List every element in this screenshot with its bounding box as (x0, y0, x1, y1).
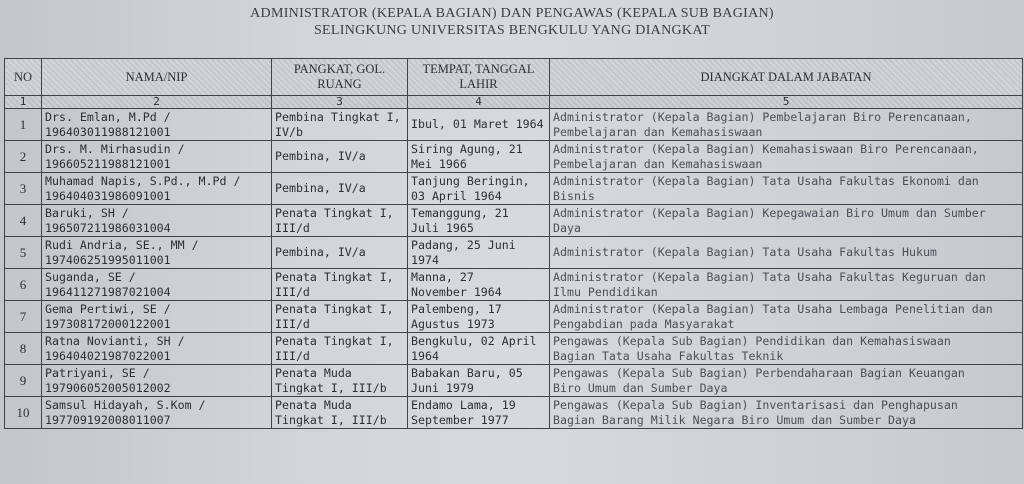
rank-cell (272, 269, 408, 301)
row-number (5, 301, 42, 333)
name-nip-cell (42, 237, 272, 269)
birth-cell-ttl2: Agustus 1973 (411, 316, 495, 331)
birth-cell (408, 365, 550, 397)
position-cell-jab1: Administrator (Kepala Bagian) Tata Usaha Fakultas Hukum (553, 245, 937, 259)
row-number-no: 1 (19, 117, 27, 132)
name-nip-cell-nip: 196403011988121001 (45, 124, 171, 139)
row-number-no: 10 (16, 405, 30, 420)
birth-cell-ttl1: Manna, 27 (411, 269, 474, 284)
name-nip-cell (42, 397, 272, 429)
name-nip-cell-name: Ratna Novianti, SH / (45, 333, 185, 348)
position-cell (550, 141, 1023, 173)
row-number-no: 8 (19, 341, 27, 356)
rank-cell-pangkat1: Pembina Tingkat I, (275, 109, 401, 124)
rank-cell-pangkat1: Penata Tingkat I, (275, 333, 394, 348)
row-number (5, 365, 42, 397)
row-number-no: 7 (19, 309, 27, 324)
birth-cell-ttl1: Babakan Baru, 05 (411, 365, 523, 380)
birth-cell-ttl1: Palembeng, 17 (411, 301, 502, 316)
column-number-row (5, 96, 1023, 109)
position-cell (550, 333, 1023, 365)
header-jabatan: DIANGKAT DALAM JABATAN (550, 59, 1023, 96)
table-row (5, 397, 1023, 429)
row-number-no: 5 (19, 245, 27, 260)
table-row (5, 141, 1023, 173)
birth-cell-ttl1: Siring Agung, 21 (411, 141, 523, 156)
name-nip-cell-nip: 196404021987022001 (45, 348, 171, 363)
name-nip-cell (42, 109, 272, 141)
row-number-no: 3 (19, 181, 27, 196)
name-nip-cell (42, 269, 272, 301)
birth-cell-ttl1: Endamo Lama, 19 (411, 397, 516, 412)
rank-cell (272, 205, 408, 237)
birth-cell-ttl2: 1974 (411, 252, 439, 267)
header-nama-nip: NAMA/NIP (42, 59, 272, 96)
position-cell (550, 237, 1023, 269)
name-nip-cell-nip: 196411271987021004 (45, 284, 171, 299)
table-header-row (5, 59, 1023, 96)
header-tempat-tanggal-lahir: TEMPAT, TANGGAL LAHIR (408, 59, 550, 96)
row-number (5, 173, 42, 205)
column-number: 3 (272, 96, 408, 109)
rank-cell (272, 237, 408, 269)
name-nip-cell-nip: 197406251995011001 (45, 252, 171, 267)
position-cell-jab2: Bagian Tata Usaha Fakultas Teknik (553, 348, 784, 363)
birth-cell-ttl2: Mei 1966 (411, 156, 467, 171)
table-row (5, 173, 1023, 205)
name-nip-cell-name: Baruki, SH / (45, 205, 129, 220)
position-cell-jab1: Pengawas (Kepala Sub Bagian) Pendidikan dan Kemahasiswaan (553, 333, 951, 348)
row-number (5, 333, 42, 365)
document-title-line-2: SELINGKUNG UNIVERSITAS BENGKULU YANG DIANGKAT (313, 23, 711, 38)
birth-cell (408, 141, 550, 173)
position-cell-jab1: Administrator (Kepala Bagian) Kepegawaian Biro Umum dan Sumber (553, 205, 986, 220)
birth-cell (408, 301, 550, 333)
position-cell-jab2: Bisnis (553, 188, 595, 203)
position-cell-jab1: Administrator (Kepala Bagian) Tata Usaha Lembaga Penelitian dan (553, 301, 993, 316)
rank-cell (272, 141, 408, 173)
table-row (5, 365, 1023, 397)
rank-cell-pangkat2: III/d (275, 220, 310, 235)
rank-cell-pangkat2: Tingkat I, III/b (275, 412, 387, 427)
name-nip-cell-name: Suganda, SE / (45, 269, 136, 284)
officials-table (4, 58, 1023, 429)
name-nip-cell-nip: 197709192008011007 (45, 412, 171, 427)
position-cell (550, 109, 1023, 141)
column-number: 4 (408, 96, 550, 109)
rank-cell-pangkat1: Penata Muda (275, 397, 352, 412)
name-nip-cell-name: Patriyani, SE / (45, 365, 150, 380)
position-cell-jab2: Bagian Barang Milik Negara Biro Umum dan Sumber Daya (553, 412, 916, 427)
birth-cell-ttl1: Bengkulu, 02 April (411, 333, 537, 348)
birth-cell-ttl2: 03 April 1964 (411, 188, 502, 203)
rank-cell-pangkat1: Penata Tingkat I, (275, 269, 394, 284)
position-cell-jab2: Daya (553, 220, 581, 235)
rank-cell (272, 173, 408, 205)
position-cell (550, 269, 1023, 301)
birth-cell-ttl2: Juni 1979 (411, 380, 474, 395)
position-cell-jab1: Administrator (Kepala Bagian) Kemahasiswaan Biro Perencanaan, (553, 141, 979, 156)
rank-cell (272, 109, 408, 141)
table-row (5, 205, 1023, 237)
birth-cell-ttl2: 1964 (411, 348, 439, 363)
name-nip-cell (42, 333, 272, 365)
birth-cell (408, 205, 550, 237)
row-number-no: 6 (19, 277, 27, 292)
position-cell-jab2: Ilmu Pendidikan (553, 284, 658, 299)
name-nip-cell-name: Muhamad Napis, S.Pd., M.Pd / (45, 173, 241, 188)
position-cell (550, 301, 1023, 333)
position-cell-jab1: Administrator (Kepala Bagian) Tata Usaha Fakultas Keguruan dan (553, 269, 986, 284)
column-number: 5 (550, 96, 1023, 109)
birth-cell-ttl2: November 1964 (411, 284, 502, 299)
birth-cell (408, 397, 550, 429)
position-cell (550, 205, 1023, 237)
rank-cell-pangkat2: III/d (275, 284, 310, 299)
position-cell (550, 397, 1023, 429)
name-nip-cell-nip: 196605211988121001 (45, 156, 171, 171)
rank-cell (272, 397, 408, 429)
header-pangkat: PANGKAT, GOL. RUANG (272, 59, 408, 96)
row-number-no: 9 (19, 373, 27, 388)
name-nip-cell-name: Rudi Andria, SE., MM / (45, 237, 199, 252)
row-number (5, 205, 42, 237)
birth-cell-ttl2: September 1977 (411, 412, 509, 427)
position-cell-jab2: Biro Umum dan Sumber Daya (553, 380, 728, 395)
table-row (5, 109, 1023, 141)
name-nip-cell (42, 365, 272, 397)
name-nip-cell-name: Gema Pertiwi, SE / (45, 301, 171, 316)
name-nip-cell-name: Drs. Emlan, M.Pd / (45, 109, 171, 124)
birth-cell-ttl1: Temanggung, 21 (411, 205, 509, 220)
name-nip-cell (42, 173, 272, 205)
table-row (5, 333, 1023, 365)
position-cell-jab1: Administrator (Kepala Bagian) Pembelajaran Biro Perencanaan, (553, 109, 972, 124)
name-nip-cell (42, 141, 272, 173)
rank-cell (272, 365, 408, 397)
position-cell (550, 365, 1023, 397)
table-row (5, 237, 1023, 269)
header-no: NO (5, 59, 42, 96)
rank-cell-pangkat2: III/d (275, 348, 310, 363)
name-nip-cell-name: Samsul Hidayah, S.Kom / (45, 397, 206, 412)
row-number (5, 109, 42, 141)
birth-cell (408, 237, 550, 269)
table-row (5, 301, 1023, 333)
rank-cell-pangkat2: IV/b (275, 124, 303, 139)
row-number (5, 237, 42, 269)
name-nip-cell-nip: 197308172000122001 (45, 316, 171, 331)
name-nip-cell (42, 205, 272, 237)
position-cell-jab1: Administrator (Kepala Bagian) Tata Usaha Fakultas Ekonomi dan (553, 173, 979, 188)
rank-cell-pangkat1: Pembina, IV/a (275, 181, 366, 195)
row-number (5, 269, 42, 301)
birth-cell-ttl1: Padang, 25 Juni (411, 237, 516, 252)
birth-cell (408, 333, 550, 365)
rank-cell-pangkat1: Pembina, IV/a (275, 245, 366, 259)
rank-cell (272, 301, 408, 333)
name-nip-cell (42, 301, 272, 333)
name-nip-cell-nip: 196404031986091001 (45, 188, 171, 203)
position-cell (550, 173, 1023, 205)
name-nip-cell-nip: 196507211986031004 (45, 220, 171, 235)
birth-cell (408, 109, 550, 141)
rank-cell-pangkat1: Penata Tingkat I, (275, 205, 394, 220)
row-number-no: 4 (19, 213, 27, 228)
rank-cell-pangkat2: Tingkat I, III/b (275, 380, 387, 395)
rank-cell-pangkat1: Pembina, IV/a (275, 149, 366, 163)
birth-cell-ttl1: Ibul, 01 Maret 1964 (411, 117, 544, 131)
rank-cell-pangkat1: Penata Tingkat I, (275, 301, 394, 316)
position-cell-jab1: Pengawas (Kepala Sub Bagian) Inventarisasi dan Penghapusan (553, 397, 958, 412)
birth-cell (408, 173, 550, 205)
name-nip-cell-nip: 197906052005012002 (45, 380, 171, 395)
rank-cell-pangkat1: Penata Muda (275, 365, 352, 380)
rank-cell-pangkat2: III/d (275, 316, 310, 331)
name-nip-cell-name: Drs. M. Mirhasudin / (45, 141, 185, 156)
document-title-line-1: ADMINISTRATOR (KEPALA BAGIAN) DAN PENGAWAS (KEPALA SUB BAGIAN) (250, 6, 774, 21)
rank-cell (272, 333, 408, 365)
row-number (5, 141, 42, 173)
row-number-no: 2 (19, 149, 27, 164)
row-number (5, 397, 42, 429)
birth-cell-ttl2: Juli 1965 (411, 220, 474, 235)
table-row (5, 269, 1023, 301)
position-cell-jab1: Pengawas (Kepala Sub Bagian) Perbendaharaan Bagian Keuangan (553, 365, 965, 380)
birth-cell-ttl1: Tanjung Beringin, (411, 173, 530, 188)
position-cell-jab2: Pembelajaran dan Kemahasiswaan (553, 124, 763, 139)
position-cell-jab2: Pengabdian pada Masyarakat (553, 316, 735, 331)
birth-cell (408, 269, 550, 301)
position-cell-jab2: Pembelajaran dan Kemahasiswaan (553, 156, 763, 171)
column-number: 1 (5, 96, 42, 109)
column-number: 2 (42, 96, 272, 109)
